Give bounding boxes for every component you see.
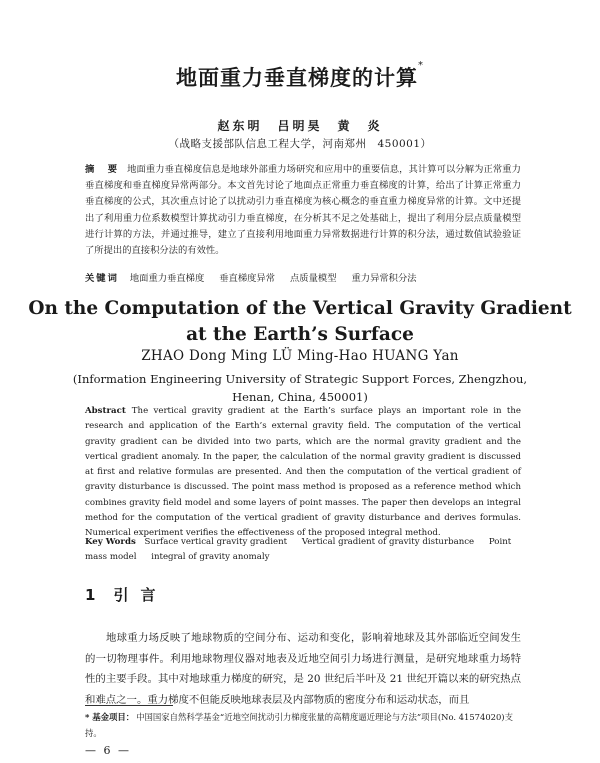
chinese-keywords-label: 关键词: [85, 273, 119, 284]
english-affiliation-line2: Henan, China, 450001): [232, 390, 368, 404]
chinese-keyword: 点质量模型: [290, 273, 337, 284]
section-heading: [85, 584, 167, 605]
english-keyword: Vertical gradient of gravity disturbance: [301, 537, 475, 547]
chinese-affiliation: （战略支援部队信息工程大学，河南郑州 450001）: [168, 138, 432, 150]
footnote-divider: [85, 705, 173, 706]
english-title-line1: On the Computation of the Vertical Gravity Gradient: [28, 298, 572, 319]
footnote-text: 中国国家自然科学基金“近地空间扰动引力梯度张量的高精度逼近理论与方法”项目(No. 41574020)支持。: [85, 712, 513, 738]
footnote: [85, 710, 521, 741]
title-footnote-mark: *: [418, 60, 424, 71]
english-title-line2: at the Earth’s Surface: [186, 324, 414, 345]
chinese-authors: 赵东明 吕明昊 黄 炎: [217, 119, 383, 133]
english-keywords: [85, 535, 521, 566]
english-abstract-label: Abstract: [85, 406, 126, 416]
english-abstract-text: The vertical gravity gradient at the Earth’s surface plays an important role in the research and application of the Earth’s external gravity field. The computation of the vertical gravity gradient can be divided into two parts, which are the normal gravity gradient and the vertical gradient anomaly. In the paper, the calculation of the normal gravity gradient is discussed at first and relative formulas are presented. And then the computation of the vertical gradient of gravity disturbance is discussed. The point mass method is proposed as a reference method which combines gravity field model and some layers of point masses. The paper then develops an integral method for the computation of the vertical gradient of gravity disturbance and derives formulas. Numerical experiment verifies the effectiveness of the proposed integral method.: [85, 406, 521, 539]
english-authors: ZHAO Dong Ming LÜ Ming-Hao HUANG Yan: [141, 348, 459, 364]
footnote-label: * 基金项目：: [85, 712, 135, 722]
chinese-keywords: [85, 272, 521, 286]
chinese-abstract-label: 摘 要: [85, 164, 120, 175]
english-keyword: Point mass model: [85, 537, 512, 563]
section-number: 1: [85, 586, 96, 604]
english-title: [0, 296, 600, 348]
english-affiliation: [0, 370, 600, 406]
body-paragraph: 地球重力场反映了地球物质的空间分布、运动和变化，影响着地球及其外部临近空间发生的一切物理事件。利用地球物理仪器对地表及近地空间引力场进行测量，是研究地球重力场特性的主要手段。其中对地球重力梯度的研究，是 20 世纪后半叶及 21 世纪开篇以来的研究热点和难点之一。重力梯度不但能反映地球表层及内部物质的密度分布和运动状态，而且: [85, 632, 521, 706]
english-keyword: Surface vertical gravity gradient: [144, 537, 288, 547]
english-affiliation-line1: (Information Engineering University of Strategic Support Forces, Zhengzhou,: [72, 372, 528, 386]
chinese-keyword: 重力异常积分法: [351, 273, 417, 284]
english-keywords-label: Key Words: [85, 537, 136, 547]
english-keyword: integral of gravity anomaly: [151, 552, 270, 563]
chinese-keyword: 地面重力垂直梯度: [129, 273, 205, 284]
chinese-abstract: [85, 162, 521, 259]
english-abstract: [85, 404, 521, 542]
section-title: 引言: [113, 586, 168, 604]
chinese-title: [0, 62, 600, 92]
page-number: — 6 —: [85, 744, 131, 757]
chinese-abstract-text: 地面重力垂直梯度信息是地球外部重力场研究和应用中的重要信息，其计算可以分解为正常重力垂直梯度和垂直梯度异常两部分。本文首先讨论了地面点正常重力垂直梯度的计算，给出了计算正常重力垂直梯度的公式，其次重点讨论了以扰动引力垂直梯度为核心概念的垂直重力梯度异常的计算。文中还提出了利用重力位系数模型计算扰动引力垂直梯度，在分析其不足之处基础上，提出了利用分层点质量模型进行计算的方法，并通过推导，建立了直接利用地面重力异常数据进行计算的积分法，通过数值试验验证了所提出的直接积分法的有效性。: [85, 164, 521, 257]
chinese-keyword: 垂直梯度异常: [219, 273, 276, 284]
chinese-title-text: 地面重力垂直梯度的计算: [176, 66, 418, 90]
